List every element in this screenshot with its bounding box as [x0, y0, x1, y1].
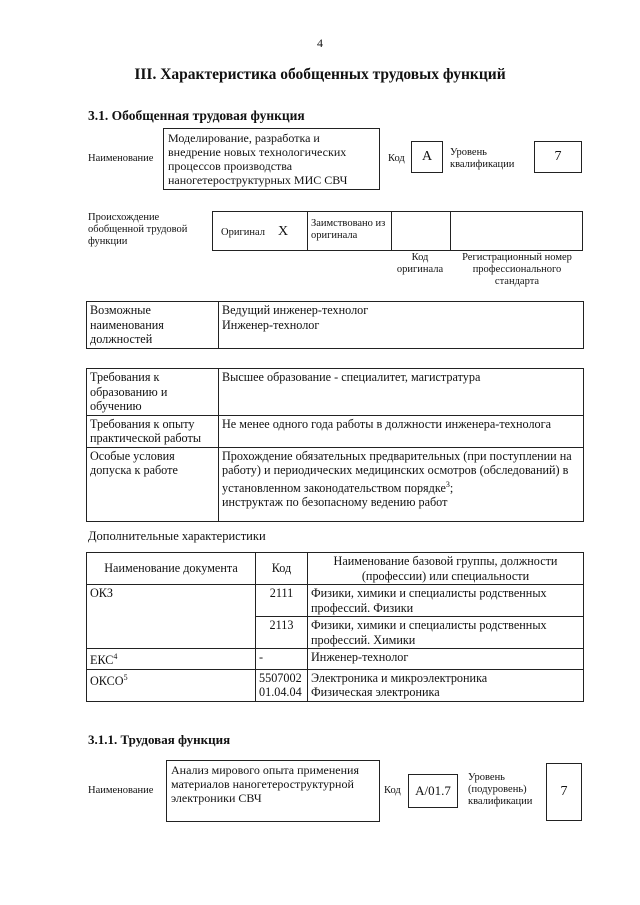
borrowed-label: Заимствовано из оригинала — [311, 218, 386, 241]
page-title: III. Характеристика обобщенных трудовых функций — [134, 66, 506, 83]
req-education-value: Высшее образование - специалитет, магистратура — [219, 369, 584, 416]
okz-name: Физики, химики и специалисты родственных профессий. Физики — [308, 585, 584, 617]
col-doc-header: Наименование документа — [87, 553, 256, 585]
section-31-heading: 3.1. Обобщенная трудовая функция — [88, 108, 305, 123]
footnote-3: 3 — [445, 479, 450, 489]
level-box — [534, 141, 582, 173]
level-value: 7 — [560, 784, 568, 799]
col-name-header: Наименование базовой группы, должности (профессии) или специальности — [308, 553, 584, 585]
eks-name: Инженер-технолог — [308, 649, 584, 670]
req-experience-value: Не менее одного года работы в должности инженера-технолога — [219, 415, 584, 447]
section-311-heading: 3.1.1. Трудовая функция — [88, 732, 231, 747]
name-label: Наименование — [88, 785, 154, 796]
req-education-label: Требования к образованию и обучению — [87, 369, 219, 416]
level-label: Уровень квалификации — [450, 147, 515, 170]
req-conditions-value: Прохождение обязательных предварительных (при поступлении на работу) и периодических медицинских осмотров (обследований) в установленном законодательством порядке — [222, 448, 572, 495]
function-name-value: Анализ мирового опыта применения материалов наногетероструктурной электроники СВЧ — [171, 763, 359, 805]
okz-code: 2111 — [256, 585, 308, 617]
reg-number-label: Регистрационный номер профессионального стандарта — [462, 252, 572, 287]
eks-cell — [87, 649, 256, 670]
footnote-5: 5 — [123, 672, 128, 682]
divider — [307, 212, 308, 250]
okso-code: 5507002 — [259, 670, 302, 685]
positions-table — [86, 301, 584, 349]
code-label: Код — [384, 785, 401, 796]
level-label: Уровень (подуровень) квалификации — [468, 772, 533, 807]
okz-code: 2113 — [256, 617, 308, 649]
eks-label: ЕКС — [90, 653, 114, 668]
code-label: Код — [388, 153, 405, 164]
col-code-header: Код — [256, 553, 308, 585]
original-label: Оригинал — [221, 227, 265, 238]
name-label: Наименование — [88, 153, 154, 164]
okso-cell — [87, 669, 256, 701]
okso-name: Электроника и микроэлектроника — [311, 670, 488, 685]
divider — [391, 212, 392, 250]
function-name-box — [163, 128, 380, 190]
level-value: 7 — [554, 149, 562, 164]
original-mark: X — [278, 224, 289, 239]
code-box — [408, 774, 458, 808]
req-conditions-value2: инструктаж по безопасному ведению работ — [222, 495, 448, 510]
okso-name: Физическая электроника — [311, 685, 440, 700]
eks-code: - — [256, 649, 308, 670]
code-value: A/01.7 — [415, 783, 451, 798]
okz-name: Физики, химики и специалисты родственных профессий. Химики — [308, 617, 584, 649]
origin-table — [212, 211, 583, 251]
okso-label: ОКСО — [90, 673, 124, 688]
okz-label: ОКЗ — [87, 585, 256, 649]
positions-label: Возможные наименования должностей — [87, 302, 219, 349]
okso-code: 01.04.04 — [259, 685, 302, 700]
divider — [450, 212, 451, 250]
code-box — [411, 141, 443, 173]
function-name-value: Моделирование, разработка и внедрение новых технологических процессов производства наногетероструктурных МИС СВЧ — [168, 131, 348, 187]
footnote-4: 4 — [113, 652, 118, 661]
page-number: 4 — [317, 36, 323, 50]
position-1: Ведущий инженер-технолог — [222, 303, 369, 317]
additional-heading: Дополнительные характеристики — [88, 529, 266, 543]
requirements-table — [86, 368, 584, 522]
req-conditions-label: Особые условия допуска к работе — [87, 447, 219, 521]
additional-table — [86, 552, 584, 702]
code-value: A — [421, 149, 433, 164]
level-box — [546, 763, 582, 821]
origin-label: Происхождение обобщенной трудовой функции — [88, 212, 188, 247]
function-name-box — [166, 760, 380, 822]
code-original-label: Код оригинала — [396, 252, 444, 275]
req-conditions-suffix: ; — [449, 480, 454, 495]
req-experience-label: Требования к опыту практической работы — [87, 415, 219, 447]
position-2: Инженер-технолог — [222, 317, 320, 332]
